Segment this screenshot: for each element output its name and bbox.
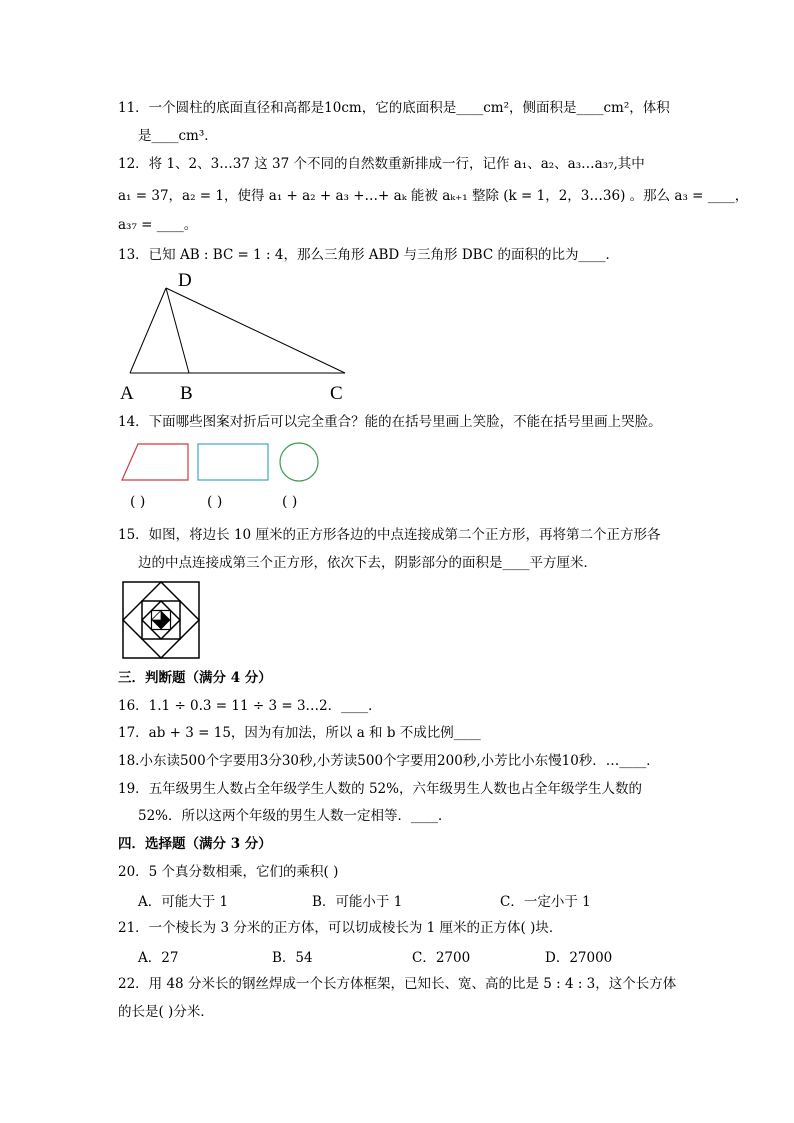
section-3-heading: 三．判断题（满分 4 分） <box>118 670 272 686</box>
q22-line2: 的长是( )分米． <box>118 1004 214 1020</box>
side-db <box>166 288 189 373</box>
q13-text: 13．已知 AB : BC = 1 : 4，那么三角形 ABD 与三角形 DBC 的面积的比为____． <box>118 247 619 263</box>
label-b: B <box>180 383 193 404</box>
q12-line3: a₃₇ = ____。 <box>118 217 198 233</box>
label-c: C <box>330 383 343 404</box>
q11-line2: 是____cm³． <box>138 128 218 144</box>
q22-line1: 22．用 48 分米长的钢丝焊成一个长方体框架，已知长、宽、高的比是 5 : 4 : 3，这个长方体 <box>118 976 677 992</box>
shaded-triangle-2 <box>152 620 162 630</box>
q21-option-c[interactable]: C．2700 <box>412 950 471 966</box>
q14-text: 14．下面哪些图案对折后可以完全重合？能的在括号里画上笑脸，不能在括号里画上哭脸。 <box>118 414 662 430</box>
label-a: A <box>120 383 134 404</box>
q21-text: 21．一个棱长为 3 分米的正方体，可以切成棱长为 1 厘米的正方体( )块． <box>118 920 563 936</box>
q20-option-a[interactable]: A．可能大于 1 <box>138 894 229 910</box>
q21-option-d[interactable]: D．27000 <box>545 950 613 966</box>
shaded-triangle-3 <box>161 620 171 630</box>
q21-option-a[interactable]: A．27 <box>138 950 179 966</box>
q12-line1: 12．将 1、2、3…37 这 37 个不同的自然数重新排成一行，记作 a₁、a₂、a₃…a₃₇,其中 <box>118 156 645 172</box>
q20-option-c[interactable]: C．一定小于 1 <box>500 894 591 910</box>
q15-line2: 边的中点连接成第三个正方形，依次下去，阴影部分的面积是____平方厘米． <box>138 555 597 571</box>
q11-line1: 11．一个圆柱的底面直径和高都是10cm，它的底面积是____cm²，侧面积是____cm²，体积 <box>118 100 670 116</box>
q12-line2: a₁ = 37，a₂ = 1，使得 a₁ + a₂ + a₃ +…+ aₖ 能被 aₖ₊₁ 整除 (k = 1，2，3…36) 。那么 a₃ = ____， <box>118 188 749 204</box>
q16-text: 16．1.1 ÷ 0.3 = 11 ÷ 3 = 3…2．____． <box>118 698 382 714</box>
side-dc <box>166 288 345 373</box>
label-d: D <box>178 270 192 291</box>
q15-line1: 15．如图，将边长 10 厘米的正方形各边的中点连接成第二个正方形，再将第二个正方形各 <box>118 527 661 543</box>
q20-text: 20．5 个真分数相乘，它们的乘积( ) <box>118 864 339 880</box>
circle-shape <box>280 443 318 481</box>
q21-option-b[interactable]: B．54 <box>272 950 313 966</box>
q18-text: 18.小东读500个字要用3分30秒,小芳读500个字要用200秒,小芳比小东慢10秒．…____． <box>118 753 660 769</box>
q17-text: 17．ab + 3 = 15，因为有加法，所以 a 和 b 不成比例____ <box>118 725 481 741</box>
answer-paren-2[interactable]: ( ) <box>207 494 223 510</box>
white-triangle <box>152 611 162 621</box>
nested-squares-figure <box>121 580 201 660</box>
answer-paren-1[interactable]: ( ) <box>130 494 146 510</box>
shapes-figure <box>118 440 328 490</box>
q19-line1: 19．五年级男生人数占全年级学生人数的 52%，六年级男生人数也占全年级学生人数的 <box>118 781 642 797</box>
rectangle-shape <box>198 444 268 480</box>
q19-line2: 52%．所以这两个年级的男生人数一定相等．____． <box>138 808 452 824</box>
side-ad <box>130 288 166 373</box>
parallelogram-shape <box>122 444 188 480</box>
shaded-triangle-1 <box>161 611 171 621</box>
q20-option-b[interactable]: B．可能小于 1 <box>312 894 403 910</box>
section-4-heading: 四．选择题（满分 3 分） <box>118 836 272 852</box>
answer-paren-3[interactable]: ( ) <box>282 494 298 510</box>
triangle-figure <box>120 268 360 408</box>
